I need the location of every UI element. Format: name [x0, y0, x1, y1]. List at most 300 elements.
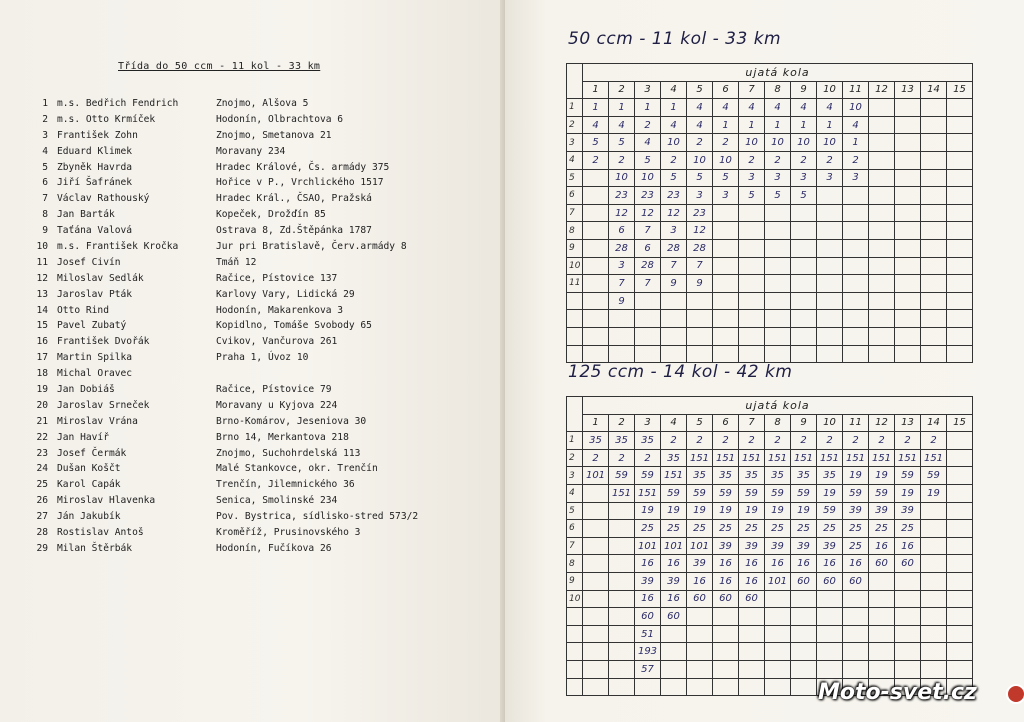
- lap-cell: 35: [817, 467, 843, 485]
- lap-cell: [635, 678, 661, 696]
- lap-header: 11: [843, 414, 869, 432]
- lap-cell: [947, 239, 973, 257]
- lap-cell: 1: [765, 116, 791, 134]
- lap-header: 14: [921, 414, 947, 432]
- lap-cell: 2: [765, 151, 791, 169]
- roster-address: Hradec Králové, Čs. armády 375: [216, 161, 390, 173]
- lap-cell: 39: [739, 537, 765, 555]
- lap-cell: [583, 678, 609, 696]
- lap-cell: [921, 169, 947, 187]
- lap-cell: 2: [895, 432, 921, 450]
- lap-row: [567, 590, 973, 608]
- roster-num: 11: [36, 256, 48, 268]
- lap-cell: 25: [817, 520, 843, 538]
- lap-cell: 28: [661, 239, 687, 257]
- lap-cell: 151: [687, 449, 713, 467]
- lap-cell: 25: [765, 520, 791, 538]
- lap-cell: 101: [687, 537, 713, 555]
- position-label: 10: [567, 590, 583, 608]
- lap-cell: 1: [713, 116, 739, 134]
- lap-header: 11: [843, 81, 869, 99]
- lap-header: 7: [739, 81, 765, 99]
- lap-cell: [609, 502, 635, 520]
- roster-name: m.s. Bedřich Fendrich: [57, 98, 179, 109]
- lap-cell: [895, 292, 921, 310]
- position-label: 3: [567, 134, 583, 152]
- lap-header: 14: [921, 81, 947, 99]
- lap-cell: [843, 257, 869, 275]
- roster-name: Dušan Koščt: [57, 463, 121, 475]
- lap-cell: 16: [713, 555, 739, 573]
- roster-name: Otto Rind: [57, 304, 109, 316]
- lap-cell: [791, 222, 817, 240]
- lap-cell: [947, 257, 973, 275]
- lap-cell: [791, 590, 817, 608]
- lap-cell: [687, 327, 713, 345]
- lap-row: [567, 116, 973, 134]
- lap-cell: [895, 239, 921, 257]
- lap-cell: [869, 99, 895, 117]
- lap-cell: 59: [921, 467, 947, 485]
- lap-cell: [609, 345, 635, 363]
- lap-cell: 151: [817, 449, 843, 467]
- lap-cell: [947, 310, 973, 328]
- roster-name: Jiří Šafránek: [57, 177, 133, 189]
- caption-cell: ujatá kola: [583, 397, 973, 415]
- roster-name: František Dvořák: [57, 336, 150, 348]
- lap-cell: 60: [869, 555, 895, 573]
- lap-row: [567, 660, 973, 678]
- lap-cell: [661, 660, 687, 678]
- roster-address: Tmáň 12: [216, 256, 257, 268]
- lap-cell: [869, 643, 895, 661]
- lap-cell: 35: [609, 432, 635, 450]
- lap-cell: [869, 275, 895, 293]
- roster-name: Michal Oravec: [57, 368, 133, 380]
- lap-cell: 1: [791, 116, 817, 134]
- lap-header: 1: [583, 414, 609, 432]
- roster-address: Cvikov, Vančurova 261: [216, 336, 338, 348]
- lap-cell: 23: [635, 187, 661, 205]
- lap-cell: [687, 608, 713, 626]
- lap-cell: [921, 345, 947, 363]
- lap-cell: 2: [687, 432, 713, 450]
- lap-cell: 59: [609, 467, 635, 485]
- lap-cell: 16: [635, 555, 661, 573]
- lap-cell: 3: [765, 169, 791, 187]
- lap-cell: 2: [583, 151, 609, 169]
- lap-cell: [947, 520, 973, 538]
- corner-cell: [567, 64, 583, 99]
- lap-cell: 3: [739, 169, 765, 187]
- lap-cell: [947, 608, 973, 626]
- lap-cell: 28: [609, 239, 635, 257]
- lap-cell: 19: [895, 484, 921, 502]
- position-label: 8: [567, 555, 583, 573]
- lap-cell: 3: [687, 187, 713, 205]
- lap-cell: 193: [635, 643, 661, 661]
- lap-cell: [687, 310, 713, 328]
- roster-num: 15: [36, 320, 48, 332]
- lap-cell: [713, 239, 739, 257]
- lap-cell: 39: [713, 537, 739, 555]
- position-label: [567, 345, 583, 363]
- lap-cell: 60: [713, 590, 739, 608]
- lap-row: [567, 99, 973, 117]
- lap-row: [567, 239, 973, 257]
- position-label: 2: [567, 449, 583, 467]
- roster-address: Praha 1, Úvoz 10: [216, 352, 309, 364]
- lap-cell: [583, 292, 609, 310]
- lap-cell: [947, 275, 973, 293]
- lap-cell: 101: [635, 537, 661, 555]
- lap-header: 13: [895, 414, 921, 432]
- lap-cell: [765, 310, 791, 328]
- lap-cell: [921, 239, 947, 257]
- roster-address: Brno-Komárov, Jeseniova 30: [216, 415, 367, 427]
- lap-cell: 9: [687, 275, 713, 293]
- lap-cell: [843, 239, 869, 257]
- lap-cell: [713, 608, 739, 626]
- roster-num: 6: [42, 177, 48, 189]
- lap-cell: [947, 292, 973, 310]
- roster-num: 2: [42, 113, 48, 125]
- lap-cell: 2: [869, 432, 895, 450]
- lap-cell: [791, 327, 817, 345]
- lap-cell: [817, 257, 843, 275]
- lap-cell: [843, 327, 869, 345]
- lap-header: 10: [817, 414, 843, 432]
- lap-cell: [921, 590, 947, 608]
- lap-cell: [739, 643, 765, 661]
- lap-cell: [817, 275, 843, 293]
- lap-cell: 16: [635, 590, 661, 608]
- lap-cell: 35: [635, 432, 661, 450]
- lap-cell: 51: [635, 625, 661, 643]
- lap-cell: [869, 310, 895, 328]
- position-label: [567, 292, 583, 310]
- lap-cell: 7: [635, 222, 661, 240]
- lap-row: [567, 310, 973, 328]
- lap-cell: 59: [739, 484, 765, 502]
- lap-cell: 16: [843, 555, 869, 573]
- lap-row: [567, 572, 973, 590]
- lap-cell: [609, 643, 635, 661]
- roster-name: Jan Dobiáš: [57, 384, 115, 396]
- lap-cell: [895, 275, 921, 293]
- lap-cell: 4: [739, 99, 765, 117]
- roster-num: 5: [42, 161, 48, 173]
- lap-cell: 101: [661, 537, 687, 555]
- roster-name: Ján Jakubík: [57, 511, 121, 523]
- lap-cell: [869, 292, 895, 310]
- roster-num: 18: [36, 368, 48, 380]
- lap-cell: [895, 169, 921, 187]
- lap-cell: 59: [713, 484, 739, 502]
- lap-cell: 57: [635, 660, 661, 678]
- lap-cell: [817, 327, 843, 345]
- lap-cell: 19: [713, 502, 739, 520]
- lap-cell: [869, 187, 895, 205]
- lap-cell: [583, 484, 609, 502]
- lap-cell: [583, 327, 609, 345]
- lap-cell: 16: [739, 572, 765, 590]
- lap-cell: 5: [739, 187, 765, 205]
- lap-cell: 151: [635, 484, 661, 502]
- lap-cell: [869, 134, 895, 152]
- lap-cell: [921, 327, 947, 345]
- lap-cell: [843, 590, 869, 608]
- caption-cell: ujatá kola: [583, 64, 973, 82]
- lap-cell: [583, 222, 609, 240]
- roster-num: 17: [36, 352, 48, 364]
- lap-cell: 16: [895, 537, 921, 555]
- lap-cell: [869, 239, 895, 257]
- lap-cell: [687, 643, 713, 661]
- lap-cell: 35: [661, 449, 687, 467]
- roster-address: Moravany u Kyjova 224: [216, 399, 338, 411]
- lap-cell: 39: [765, 537, 791, 555]
- lap-cell: 19: [635, 502, 661, 520]
- lap-cell: [817, 590, 843, 608]
- lap-cell: [765, 660, 791, 678]
- lap-cell: [895, 327, 921, 345]
- lap-cell: 25: [843, 537, 869, 555]
- lap-cell: [661, 625, 687, 643]
- lap-cell: [895, 310, 921, 328]
- lap-cell: [583, 502, 609, 520]
- lap-cell: 25: [869, 520, 895, 538]
- lap-cell: [739, 257, 765, 275]
- lap-cell: [869, 204, 895, 222]
- roster-name: Rostislav Antoš: [57, 527, 144, 539]
- lap-cell: [765, 678, 791, 696]
- lap-cell: [713, 643, 739, 661]
- lap-cell: 59: [843, 484, 869, 502]
- position-label: 6: [567, 520, 583, 538]
- lap-cell: [713, 660, 739, 678]
- position-label: 1: [567, 99, 583, 117]
- lap-cell: 2: [609, 449, 635, 467]
- lap-cell: 16: [661, 590, 687, 608]
- roster-name: m.s. Otto Krmíček: [57, 113, 156, 125]
- lap-cell: [661, 310, 687, 328]
- lap-cell: [583, 204, 609, 222]
- lap-cell: [661, 327, 687, 345]
- lap-cell: [739, 327, 765, 345]
- lap-cell: [817, 204, 843, 222]
- position-label: 9: [567, 572, 583, 590]
- lap-cell: 5: [791, 187, 817, 205]
- lap-cell: 60: [895, 555, 921, 573]
- lap-cell: [895, 116, 921, 134]
- roster-name: Václav Rathouský: [57, 193, 150, 205]
- roster-num: 20: [36, 399, 48, 411]
- lap-cell: [609, 310, 635, 328]
- roster-num: 4: [42, 145, 48, 157]
- lap-cell: 59: [687, 484, 713, 502]
- lap-cell: [921, 292, 947, 310]
- lap-cell: 35: [583, 432, 609, 450]
- lap-cell: [713, 257, 739, 275]
- roster-num: 1: [42, 98, 48, 109]
- lap-row: [567, 292, 973, 310]
- lap-cell: [609, 537, 635, 555]
- position-label: 8: [567, 222, 583, 240]
- lap-cell: [583, 660, 609, 678]
- lap-cell: 4: [791, 99, 817, 117]
- lap-cell: [843, 187, 869, 205]
- lap-cell: 4: [687, 116, 713, 134]
- lap-cell: 59: [791, 484, 817, 502]
- lap-cell: 25: [791, 520, 817, 538]
- lap-table-125: [566, 396, 972, 696]
- lap-cell: 39: [635, 572, 661, 590]
- lap-cell: 23: [661, 187, 687, 205]
- lap-cell: [817, 187, 843, 205]
- lap-cell: [583, 187, 609, 205]
- lap-cell: [947, 449, 973, 467]
- lap-cell: 3: [817, 169, 843, 187]
- lap-cell: [921, 151, 947, 169]
- lap-cell: [947, 590, 973, 608]
- lap-cell: 7: [635, 275, 661, 293]
- lap-row: [567, 625, 973, 643]
- lap-cell: 2: [843, 151, 869, 169]
- roster-address: Znojmo, Suchohrdelská 113: [216, 447, 361, 459]
- lap-cell: 1: [843, 134, 869, 152]
- lap-cell: 16: [661, 555, 687, 573]
- lap-cell: [895, 590, 921, 608]
- roster-address: Moravany 234: [216, 145, 286, 157]
- lap-cell: 59: [661, 484, 687, 502]
- lap-cell: 10: [609, 169, 635, 187]
- lap-cell: 35: [791, 467, 817, 485]
- roster-address: Hodonín, Fučíkova 26: [216, 542, 332, 554]
- lap-cell: 59: [895, 467, 921, 485]
- lap-cell: 9: [609, 292, 635, 310]
- lap-cell: [739, 345, 765, 363]
- lap-cell: 2: [583, 449, 609, 467]
- lap-cell: 7: [609, 275, 635, 293]
- lap-cell: [739, 678, 765, 696]
- lap-cell: 101: [765, 572, 791, 590]
- lap-cell: 10: [739, 134, 765, 152]
- lap-cell: [895, 643, 921, 661]
- lap-cell: [895, 151, 921, 169]
- lap-cell: 16: [817, 555, 843, 573]
- lap-cell: 60: [661, 608, 687, 626]
- lap-cell: 2: [713, 432, 739, 450]
- lap-cell: 6: [609, 222, 635, 240]
- lap-cell: [583, 590, 609, 608]
- roster-name: Zbyněk Havrda: [57, 161, 133, 173]
- lap-cell: 3: [713, 187, 739, 205]
- lap-cell: 59: [817, 502, 843, 520]
- lap-cell: [583, 345, 609, 363]
- roster-address: Račice, Pístovice 79: [216, 384, 332, 396]
- lap-cell: 39: [817, 537, 843, 555]
- lap-cell: [765, 222, 791, 240]
- lap-row: [567, 257, 973, 275]
- lap-header: 4: [661, 414, 687, 432]
- lap-cell: 10: [635, 169, 661, 187]
- lap-cell: 2: [661, 151, 687, 169]
- lap-cell: 2: [739, 432, 765, 450]
- position-label: [567, 660, 583, 678]
- lap-cell: [843, 222, 869, 240]
- lap-cell: 1: [739, 116, 765, 134]
- lap-header: 6: [713, 81, 739, 99]
- lap-header: 10: [817, 81, 843, 99]
- lap-cell: 39: [869, 502, 895, 520]
- lap-cell: 6: [635, 239, 661, 257]
- lap-cell: 59: [869, 484, 895, 502]
- roster-name: Josef Čermák: [57, 447, 127, 459]
- lap-header: 7: [739, 414, 765, 432]
- position-label: 10: [567, 257, 583, 275]
- lap-cell: 35: [765, 467, 791, 485]
- lap-cell: 16: [687, 572, 713, 590]
- lap-cell: [583, 537, 609, 555]
- lap-cell: [921, 660, 947, 678]
- lap-row: [567, 502, 973, 520]
- lap-cell: 4: [843, 116, 869, 134]
- lap-cell: [609, 625, 635, 643]
- roster-address: Ostrava 8, Zd.Štěpánka 1787: [216, 225, 372, 237]
- lap-cell: [661, 643, 687, 661]
- left-page: [0, 0, 505, 722]
- lap-cell: [713, 222, 739, 240]
- position-label: 6: [567, 187, 583, 205]
- lap-cell: [713, 310, 739, 328]
- lap-cell: [791, 275, 817, 293]
- roster-name: m.s. František Kročka: [57, 241, 179, 253]
- roster-name: Jan Barták: [57, 209, 115, 221]
- lap-cell: [609, 660, 635, 678]
- lap-cell: [635, 292, 661, 310]
- lap-row: [567, 151, 973, 169]
- position-label: [567, 643, 583, 661]
- position-label: [567, 310, 583, 328]
- lap-cell: [869, 151, 895, 169]
- lap-cell: [921, 134, 947, 152]
- lap-cell: 2: [635, 116, 661, 134]
- lap-cell: [765, 239, 791, 257]
- lap-cell: 28: [635, 257, 661, 275]
- lap-cell: [713, 625, 739, 643]
- watermark-globe-icon: [1006, 684, 1024, 704]
- lap-cell: [895, 204, 921, 222]
- lap-cell: 25: [635, 520, 661, 538]
- lap-cell: 2: [687, 134, 713, 152]
- lap-cell: [661, 292, 687, 310]
- lap-cell: 5: [635, 151, 661, 169]
- roster-address: Kroměříž, Prusinovského 3: [216, 527, 361, 539]
- lap-cell: 23: [687, 204, 713, 222]
- lap-cell: [869, 257, 895, 275]
- roster-name: Josef Civín: [57, 256, 121, 268]
- lap-cell: 60: [791, 572, 817, 590]
- lap-cell: [713, 678, 739, 696]
- lap-cell: [765, 608, 791, 626]
- lap-cell: [921, 222, 947, 240]
- lap-header: 12: [869, 81, 895, 99]
- lap-cell: [869, 572, 895, 590]
- lap-cell: [583, 572, 609, 590]
- lap-cell: [739, 239, 765, 257]
- lap-cell: [791, 239, 817, 257]
